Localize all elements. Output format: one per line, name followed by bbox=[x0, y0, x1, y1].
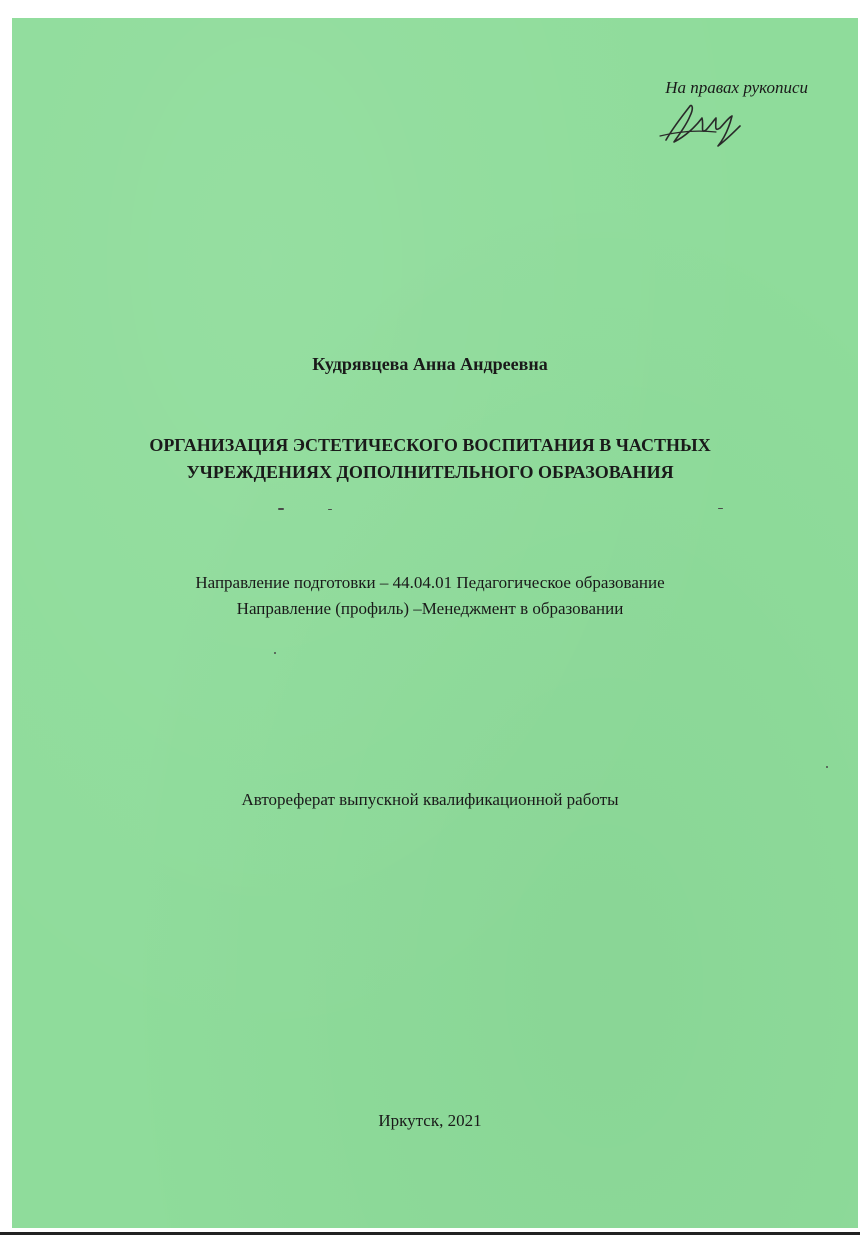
scan-speck bbox=[274, 652, 276, 654]
scan-speck bbox=[718, 508, 723, 509]
scan-edge-line bbox=[0, 1232, 860, 1235]
author-name: Кудрявцева Анна Андреевна bbox=[312, 354, 548, 374]
thesis-title bbox=[0, 432, 860, 486]
direction-line-1: Направление подготовки – 44.04.01 Педагогическое образование bbox=[195, 573, 665, 592]
scan-speck bbox=[826, 766, 828, 768]
manuscript-note: На правах рукописи bbox=[665, 78, 808, 97]
cover-page bbox=[12, 18, 858, 1228]
direction-line-2: Направление (профиль) –Менеджмент в образовании bbox=[236, 599, 624, 618]
study-direction bbox=[0, 570, 860, 622]
title-line-1: ОРГАНИЗАЦИЯ ЭСТЕТИЧЕСКОГО ВОСПИТАНИЯ В ЧАСТНЫХ bbox=[149, 435, 711, 455]
scan-speck bbox=[278, 508, 284, 510]
handwritten-signature bbox=[656, 96, 746, 152]
place-and-year: Иркутск, 2021 bbox=[378, 1111, 482, 1130]
title-line-2: УЧРЕЖДЕНИЯХ ДОПОЛНИТЕЛЬНОГО ОБРАЗОВАНИЯ bbox=[186, 462, 674, 482]
scan-speck bbox=[328, 509, 332, 510]
document-type: Автореферат выпускной квалификационной работы bbox=[241, 790, 619, 809]
